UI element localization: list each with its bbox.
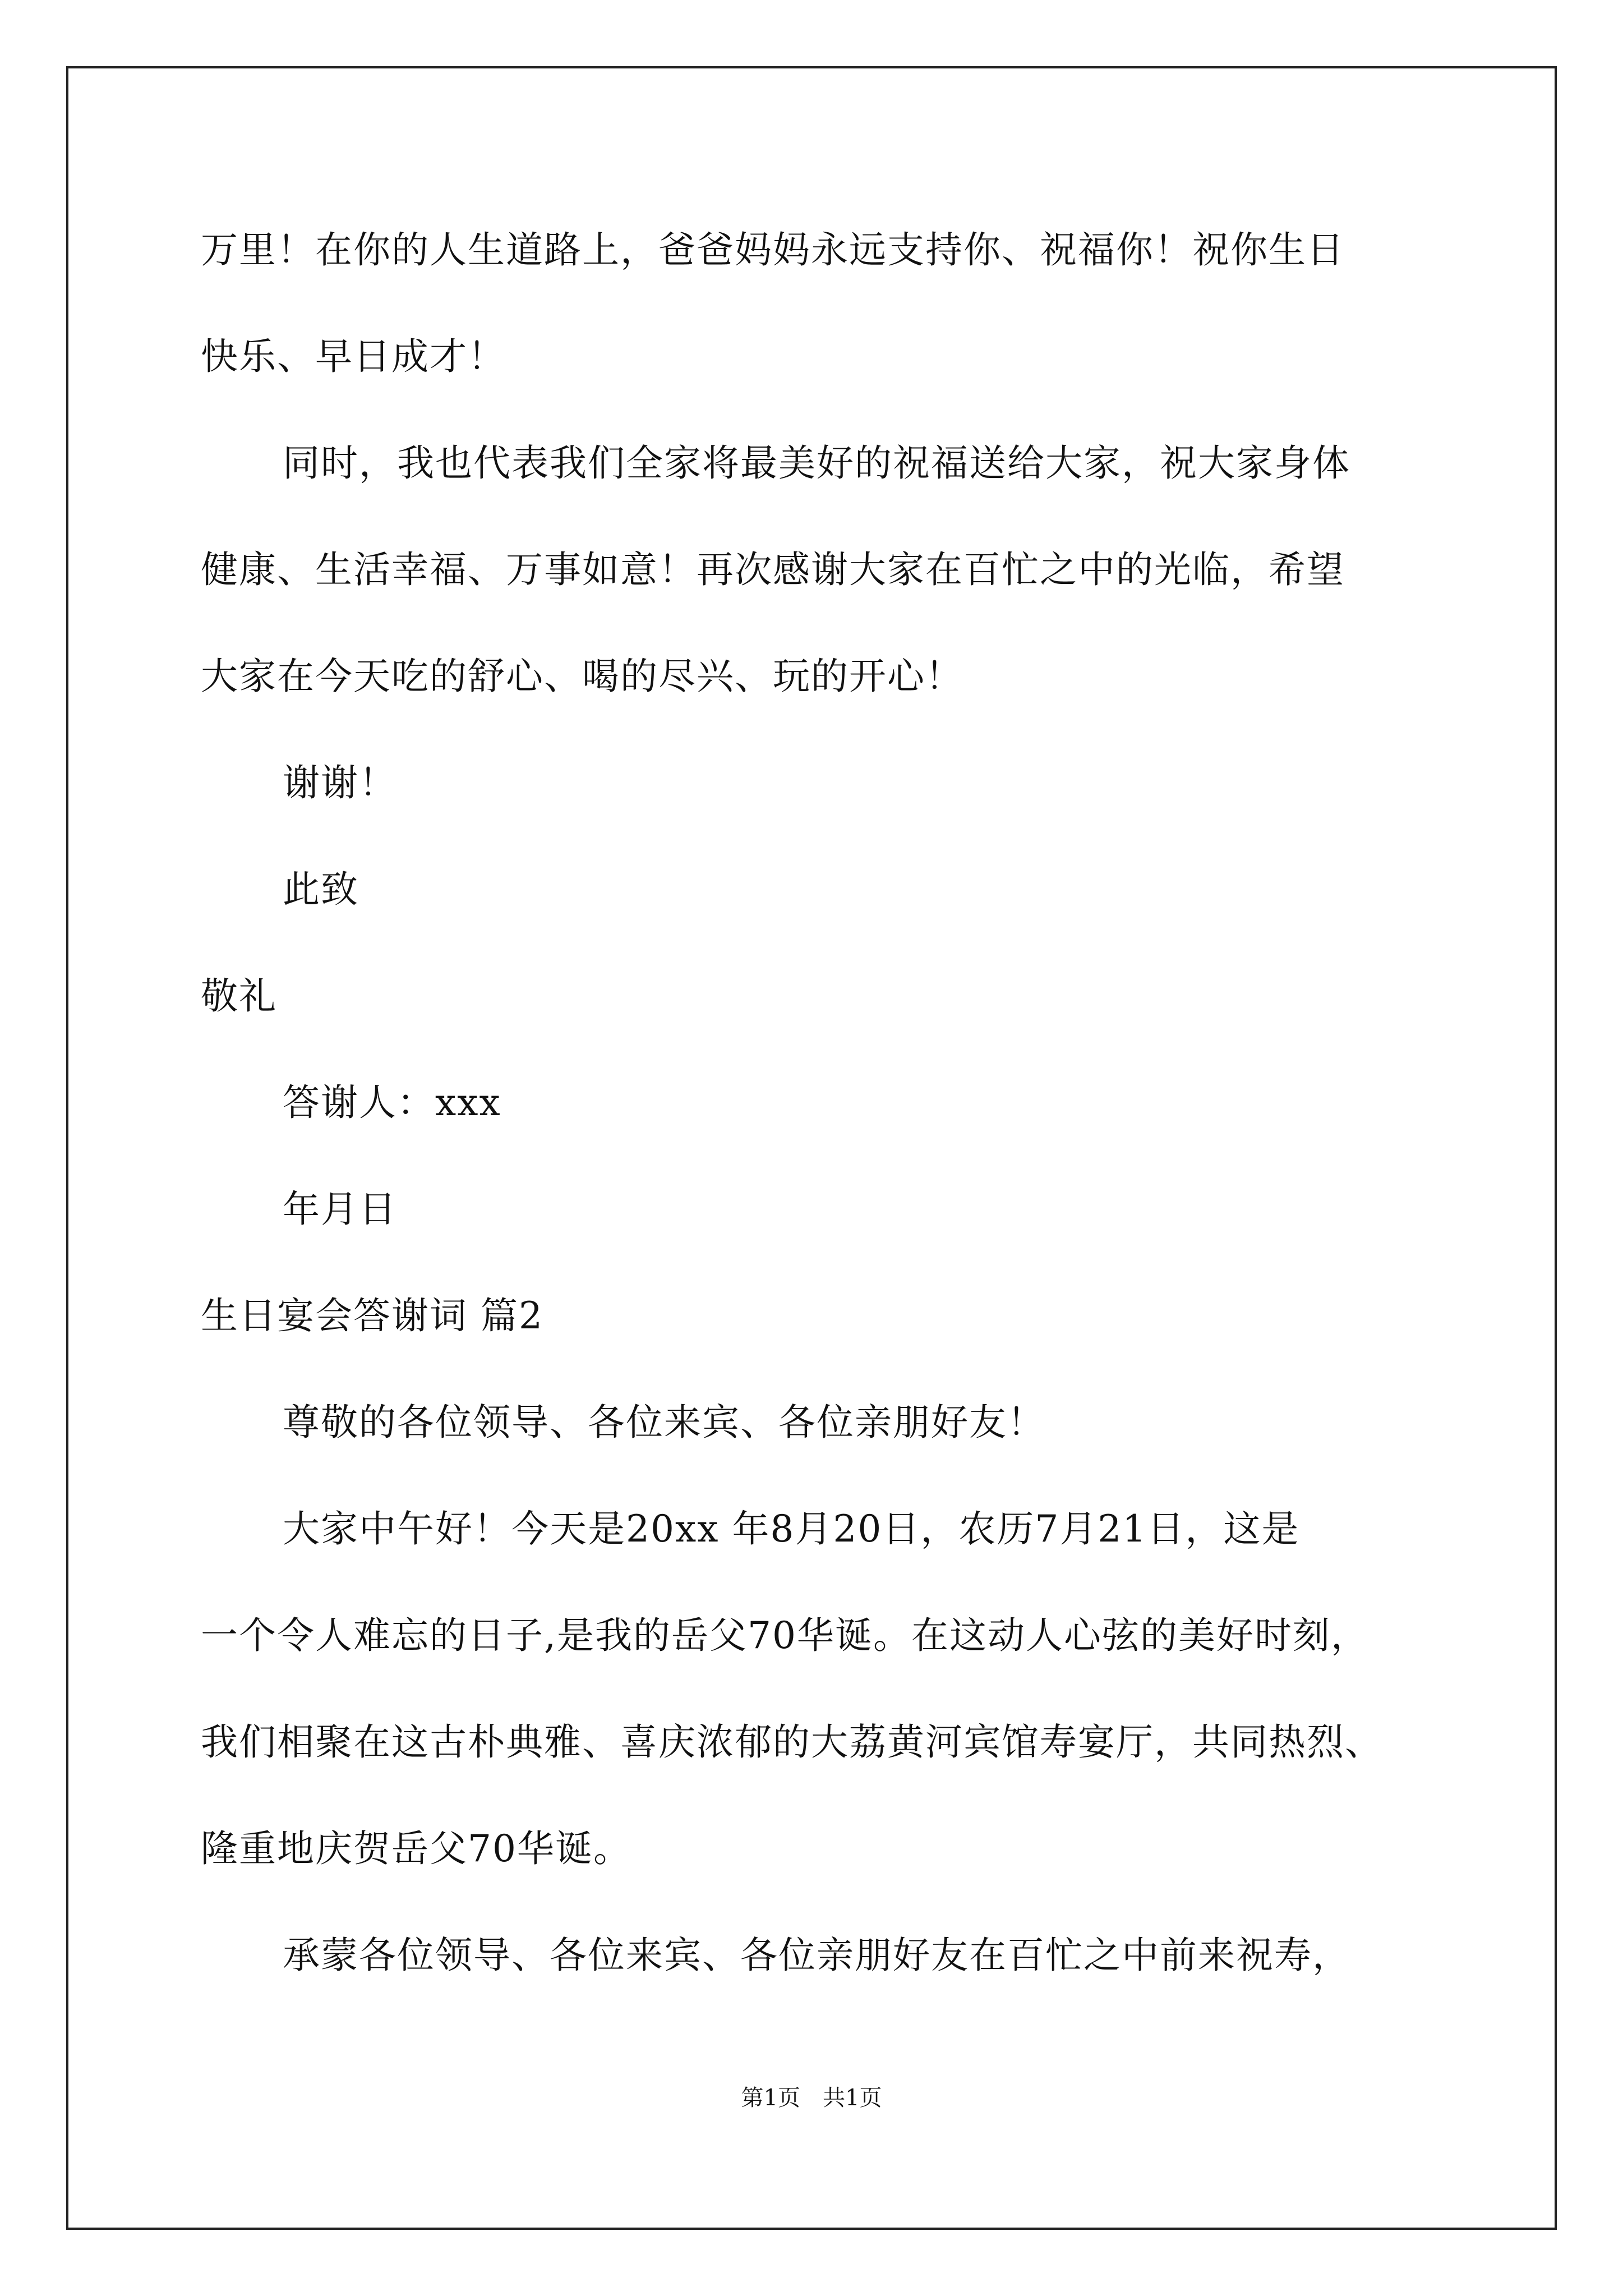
- text-line: 承蒙各位领导、各位来宾、各位亲朋好友在百忙之中前来祝寿，: [283, 1934, 1350, 1977]
- closing-line: 此致: [283, 868, 359, 911]
- text-line: 大家中午好！今天是20xx 年8月20日，农历7月21日，这是: [283, 1507, 1300, 1550]
- text-line: 隆重地庆贺岳父70华诞。: [201, 1827, 631, 1870]
- document-body: [201, 215, 1435, 2027]
- text-line: 一个令人难忘的日子,是我的岳父70华诞。在这动人心弦的美好时刻，: [201, 1614, 1369, 1657]
- text-line: 同时，我也代表我们全家将最美好的祝福送给大家，祝大家身体: [283, 441, 1350, 485]
- text-line: 万里！在你的人生道路上，爸爸妈妈永远支持你、祝福你！祝你生日: [201, 228, 1345, 272]
- date-line: 年月日: [283, 1188, 397, 1231]
- signature-line: 答谢人：xxx: [283, 1081, 501, 1124]
- text-line: 我们相聚在这古朴典雅、喜庆浓郁的大荔黄河宾馆寿宴厅，共同热烈、: [201, 1720, 1383, 1764]
- text-line: 大家在今天吃的舒心、喝的尽兴、玩的开心！: [201, 655, 963, 698]
- section-heading: 生日宴会答谢词 篇2: [201, 1294, 543, 1337]
- greeting-line: 尊敬的各位领导、各位来宾、各位亲朋好友！: [283, 1401, 1045, 1444]
- salutation-line: 敬礼: [201, 974, 277, 1018]
- thanks-line: 谢谢！: [283, 761, 397, 804]
- page-number: 第1页 共1页: [741, 2085, 882, 2111]
- text-line: 快乐、早日成才！: [201, 335, 506, 378]
- text-line: 健康、生活幸福、万事如意！再次感谢大家在百忙之中的光临，希望: [201, 548, 1345, 591]
